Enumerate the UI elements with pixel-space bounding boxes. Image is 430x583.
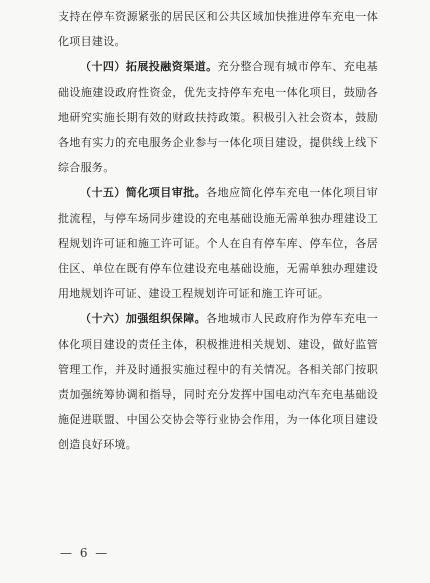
section-15-body: 各地应简化停车充电一体化项目审批流程，与停车场同步建设的充电基础设施无需单独办理建设工程规划许可证和施工许可证。个人在自有停车库、停车位，各居住区、单位在既有停车位建设充电基础设施，无需单独办理建设用地规划许可证、建设工程规划许可证和施工许可证。 (58, 186, 378, 301)
section-15-heading: （十五）简化项目审批。 (80, 186, 207, 200)
section-16-heading: （十六）加强组织保障。 (80, 312, 207, 326)
continuation-paragraph: 支持在停车资源紧张的居民区和公共区域加快推进停车充电一体化项目建设。 (58, 10, 378, 49)
section-14-paragraph (58, 54, 378, 180)
section-14-heading: （十四）拓展投融资渠道。 (80, 60, 218, 74)
section-16-body: 各地城市人民政府作为停车充电一体化项目建设的责任主体，积极推进相关规划、建设，做好监管管理工作，并及时通报实施过程中的有关情况。各相关部门按职责加强统筹协调和指导，同时充分发挥中国电动汽车充电基础设施促进联盟、中国公交协会等行业协会作用，为一体化项目建设创造良好环境。 (58, 312, 378, 452)
section-16-paragraph (58, 306, 378, 457)
document-body (58, 4, 378, 458)
section-15-paragraph (58, 180, 378, 306)
section-14-body: 充分整合现有城市停车、充电基础设施建设政府性资金，优先支持停车充电一体化项目，鼓励各地研究实施长期有效的财政扶持政策。积极引入社会资本，鼓励各地有实力的充电服务企业参与一体化项目建设，提供线上线下综合服务。 (58, 60, 378, 175)
page-number: — 6 — (60, 546, 110, 560)
